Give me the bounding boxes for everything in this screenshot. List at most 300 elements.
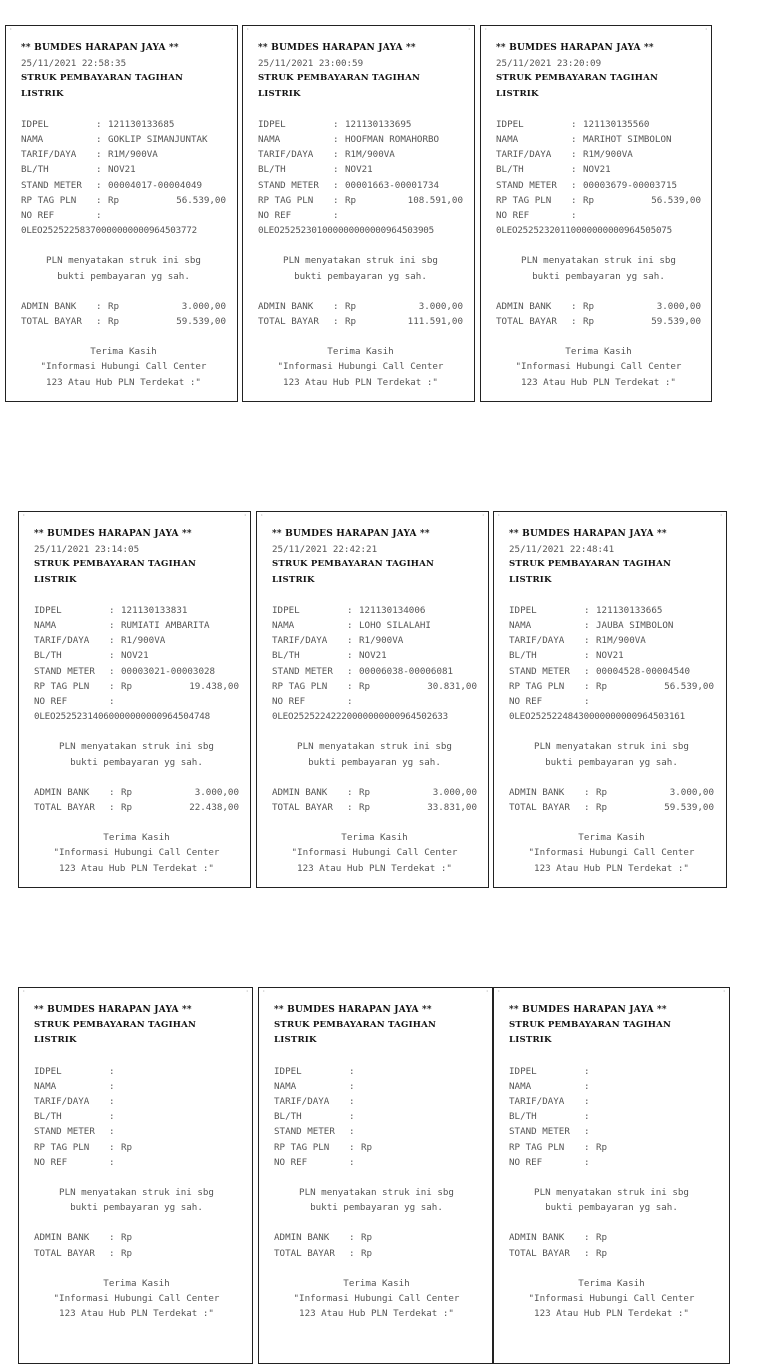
receipt-datetime: 25/11/2021 23:14:05	[34, 544, 140, 556]
corner-mark: ·	[719, 512, 723, 519]
receipt-header: ** BUMDES HARAPAN JAYA **	[21, 43, 179, 53]
receipt-title: STRUK PEMBAYARAN TAGIHAN LISTRIK	[258, 73, 421, 99]
idpel-label: IDPEL	[274, 1065, 302, 1077]
idpel-value: 121130133685	[108, 118, 175, 130]
stand-value: 00001663-00001734	[345, 179, 440, 191]
blth-label: BL/TH	[274, 1111, 302, 1123]
info-line1: "Informasi Hubungi Call Center	[291, 847, 458, 859]
total-value: 59.539,00	[176, 316, 226, 328]
idpel-value: 121130135560	[583, 118, 650, 130]
idpel-label: IDPEL	[34, 604, 62, 616]
corner-mark: ·	[704, 26, 708, 33]
total-label: TOTAL BAYAR	[34, 802, 95, 814]
currency: Rp	[583, 316, 595, 328]
ref-number: 0LEO25252320110000000000964505075	[496, 225, 672, 237]
ref-number: 0LEO25252248430000000000964503161	[509, 711, 685, 723]
stand-row	[34, 1124, 239, 1139]
noref-row	[34, 1155, 239, 1170]
noref-row	[496, 208, 701, 223]
tarif-value: R1/900VA	[359, 635, 404, 647]
colon: :	[109, 604, 115, 616]
rptag-value: 56.539,00	[664, 680, 714, 692]
currency: Rp	[596, 1141, 608, 1153]
colon: :	[96, 300, 102, 312]
colon: :	[96, 164, 102, 176]
corner-mark: ·	[497, 512, 501, 519]
colon: :	[349, 1065, 355, 1077]
corner-mark: ·	[243, 512, 247, 519]
tarif-value: R1M/900VA	[108, 149, 158, 161]
ref-number: 0LEO25252242220000000000964502633	[272, 711, 448, 723]
total-label: TOTAL BAYAR	[34, 1247, 95, 1259]
blth-label: BL/TH	[34, 650, 62, 662]
pln-statement-line2: bukti pembayaran yg sah.	[545, 1202, 678, 1214]
blth-value: NOV21	[345, 164, 373, 176]
colon: :	[571, 316, 577, 328]
corner-mark: ·	[485, 988, 489, 995]
blth-row	[274, 1109, 479, 1124]
nama-label: NAMA	[496, 134, 519, 146]
receipt-title: STRUK PEMBAYARAN TAGIHAN LISTRIK	[509, 559, 672, 585]
currency: Rp	[596, 786, 608, 798]
corner-mark: ·	[484, 26, 488, 33]
total-row	[274, 1246, 479, 1261]
colon: :	[96, 210, 102, 222]
currency: Rp	[108, 300, 120, 312]
rptag-label: RP TAG PLN	[509, 680, 565, 692]
colon: :	[584, 1111, 590, 1123]
blth-row	[496, 162, 701, 177]
stand-label: STAND METER	[496, 179, 557, 191]
pln-statement-line2: bukti pembayaran yg sah.	[308, 756, 441, 768]
nama-value: RUMIATI AMBARITA	[121, 620, 210, 632]
info-line2: 123 Atau Hub PLN Terdekat :"	[299, 1308, 454, 1320]
receipt-body	[274, 1003, 479, 1321]
admin-row	[272, 785, 477, 800]
pln-statement-line1: PLN menyatakan struk ini sbg	[59, 741, 214, 753]
tarif-label: TARIF/DAYA	[509, 635, 565, 647]
currency: Rp	[121, 1232, 133, 1244]
total-value: 59.539,00	[664, 802, 714, 814]
rptag-label: RP TAG PLN	[272, 680, 328, 692]
corner-mark: ·	[481, 512, 485, 519]
rptag-value	[157, 1140, 239, 1155]
receipt-header: ** BUMDES HARAPAN JAYA **	[272, 529, 430, 539]
blth-value: NOV21	[121, 650, 149, 662]
noref-label: NO REF	[21, 210, 55, 222]
colon: :	[584, 650, 590, 662]
colon: :	[347, 680, 353, 692]
colon: :	[349, 1232, 355, 1244]
idpel-row	[21, 117, 226, 132]
noref-label: NO REF	[272, 696, 306, 708]
colon: :	[584, 1065, 590, 1077]
total-label: TOTAL BAYAR	[496, 316, 557, 328]
colon: :	[96, 134, 102, 146]
nama-label: NAMA	[34, 620, 57, 632]
receipt-title: STRUK PEMBAYARAN TAGIHAN LISTRIK	[509, 1020, 672, 1046]
corner-mark: ·	[722, 988, 726, 995]
currency: Rp	[108, 316, 120, 328]
stand-value: 00003679-00003715	[583, 179, 678, 191]
corner-mark: ·	[246, 26, 250, 33]
noref-label: NO REF	[34, 1156, 68, 1168]
info-line2: 123 Atau Hub PLN Terdekat :"	[521, 376, 676, 388]
colon: :	[109, 1141, 115, 1153]
colon: :	[333, 210, 339, 222]
admin-label: ADMIN BANK	[258, 300, 314, 312]
colon: :	[333, 300, 339, 312]
blth-value: NOV21	[596, 650, 624, 662]
stand-row	[509, 1124, 714, 1139]
ref-number: 0LEO25252301000000000000964503905	[258, 225, 434, 237]
thanks-text: Terima Kasih	[103, 832, 170, 844]
rptag-value: 108.591,00	[407, 194, 463, 206]
pln-statement-line2: bukti pembayaran yg sah.	[70, 756, 203, 768]
stand-row	[274, 1124, 479, 1139]
admin-label: ADMIN BANK	[34, 1232, 90, 1244]
pln-statement-line1: PLN menyatakan struk ini sbg	[283, 255, 438, 267]
payment-receipt	[493, 511, 727, 888]
colon: :	[584, 1080, 590, 1092]
nama-label: NAMA	[34, 1080, 57, 1092]
nama-value: GOKLIP SIMANJUNTAK	[108, 134, 208, 146]
colon: :	[584, 604, 590, 616]
pln-statement-line1: PLN menyatakan struk ini sbg	[59, 1187, 214, 1199]
noref-row	[21, 208, 226, 223]
payment-receipt	[242, 25, 475, 402]
receipt-header: ** BUMDES HARAPAN JAYA **	[34, 529, 192, 539]
total-label: TOTAL BAYAR	[258, 316, 319, 328]
total-value: 111.591,00	[407, 316, 463, 328]
colon: :	[349, 1156, 355, 1168]
pln-statement-line2: bukti pembayaran yg sah.	[310, 1202, 443, 1214]
colon: :	[349, 1126, 355, 1138]
idpel-value: 121130133831	[121, 604, 188, 616]
total-label: TOTAL BAYAR	[274, 1247, 335, 1259]
tarif-label: TARIF/DAYA	[21, 149, 77, 161]
receipt-header: ** BUMDES HARAPAN JAYA **	[274, 1005, 432, 1015]
colon: :	[109, 635, 115, 647]
admin-row	[274, 1230, 479, 1245]
corner-mark: ·	[467, 26, 471, 33]
colon: :	[584, 696, 590, 708]
thanks-text: Terima Kasih	[343, 1277, 410, 1289]
admin-label: ADMIN BANK	[509, 1232, 565, 1244]
total-value	[157, 1246, 239, 1261]
tarif-row	[272, 633, 477, 648]
colon: :	[349, 1080, 355, 1092]
blth-value: NOV21	[359, 650, 387, 662]
rptag-row	[509, 679, 714, 694]
receipt-datetime: 25/11/2021 23:20:09	[496, 58, 602, 70]
pln-statement-line2: bukti pembayaran yg sah.	[532, 270, 665, 282]
rptag-row	[258, 193, 463, 208]
receipt-body	[34, 527, 239, 876]
colon: :	[333, 164, 339, 176]
idpel-label: IDPEL	[509, 1065, 537, 1077]
admin-label: ADMIN BANK	[509, 786, 565, 798]
total-value: 22.438,00	[189, 802, 239, 814]
payment-receipt	[5, 25, 238, 402]
noref-label: NO REF	[496, 210, 530, 222]
stand-row	[34, 664, 239, 679]
receipt-datetime: 25/11/2021 22:48:41	[509, 544, 615, 556]
colon: :	[584, 786, 590, 798]
receipt-body	[509, 527, 714, 876]
pln-statement-line2: bukti pembayaran yg sah.	[545, 756, 678, 768]
receipt-datetime: 25/11/2021 22:42:21	[272, 544, 378, 556]
colon: :	[109, 1080, 115, 1092]
tarif-row	[34, 633, 239, 648]
pln-statement-line2: bukti pembayaran yg sah.	[57, 270, 190, 282]
total-row	[509, 1246, 714, 1261]
blth-label: BL/TH	[509, 1111, 537, 1123]
noref-row	[509, 1155, 714, 1170]
stand-row	[509, 664, 714, 679]
blth-row	[509, 1109, 714, 1124]
colon: :	[109, 786, 115, 798]
rptag-value	[632, 1140, 714, 1155]
blth-label: BL/TH	[258, 164, 286, 176]
colon: :	[584, 1096, 590, 1108]
currency: Rp	[121, 786, 133, 798]
blth-label: BL/TH	[272, 650, 300, 662]
colon: :	[584, 680, 590, 692]
info-line1: "Informasi Hubungi Call Center	[53, 1293, 220, 1305]
rptag-label: RP TAG PLN	[509, 1141, 565, 1153]
admin-row	[34, 785, 239, 800]
rptag-label: RP TAG PLN	[496, 194, 552, 206]
receipt-title: STRUK PEMBAYARAN TAGIHAN LISTRIK	[272, 559, 435, 585]
receipt-body	[258, 41, 463, 390]
info-line2: 123 Atau Hub PLN Terdekat :"	[534, 1308, 689, 1320]
thanks-text: Terima Kasih	[103, 1277, 170, 1289]
colon: :	[109, 802, 115, 814]
colon: :	[96, 194, 102, 206]
idpel-label: IDPEL	[21, 118, 49, 130]
nama-label: NAMA	[21, 134, 44, 146]
idpel-row	[496, 117, 701, 132]
payment-receipt	[256, 511, 489, 888]
currency: Rp	[359, 802, 371, 814]
admin-label: ADMIN BANK	[21, 300, 77, 312]
tarif-label: TARIF/DAYA	[34, 1096, 90, 1108]
nama-row	[496, 132, 701, 147]
payment-receipt	[18, 987, 253, 1364]
tarif-row	[509, 633, 714, 648]
admin-label: ADMIN BANK	[274, 1232, 330, 1244]
blth-label: BL/TH	[496, 164, 524, 176]
noref-row	[509, 694, 714, 709]
noref-row	[34, 694, 239, 709]
nama-value: LOHO SILALAHI	[359, 620, 431, 632]
ref-number: 0LEO25252258370000000000964503772	[21, 225, 197, 237]
noref-label: NO REF	[274, 1156, 308, 1168]
currency: Rp	[359, 786, 371, 798]
tarif-value: R1/900VA	[121, 635, 166, 647]
rptag-label: RP TAG PLN	[34, 1141, 90, 1153]
stand-label: STAND METER	[272, 665, 333, 677]
colon: :	[109, 1232, 115, 1244]
noref-label: NO REF	[509, 696, 543, 708]
stand-label: STAND METER	[34, 1126, 95, 1138]
colon: :	[347, 604, 353, 616]
receipt-header: ** BUMDES HARAPAN JAYA **	[509, 529, 667, 539]
blth-row	[21, 162, 226, 177]
colon: :	[109, 1247, 115, 1259]
tarif-value: R1M/900VA	[345, 149, 395, 161]
nama-value: HOOFMAN ROMAHORBO	[345, 134, 440, 146]
currency: Rp	[345, 316, 357, 328]
total-row	[509, 800, 714, 815]
stand-row	[272, 664, 477, 679]
rptag-row	[496, 193, 701, 208]
colon: :	[347, 786, 353, 798]
pln-statement-line1: PLN menyatakan struk ini sbg	[297, 741, 452, 753]
total-value	[632, 1246, 714, 1261]
stand-label: STAND METER	[21, 179, 82, 191]
admin-value	[632, 1230, 714, 1245]
thanks-text: Terima Kasih	[578, 832, 645, 844]
currency: Rp	[345, 194, 357, 206]
info-line2: 123 Atau Hub PLN Terdekat :"	[297, 862, 452, 874]
currency: Rp	[121, 802, 133, 814]
payment-receipt	[480, 25, 712, 402]
admin-value	[157, 1230, 239, 1245]
corner-mark: ·	[245, 988, 249, 995]
receipt-title: STRUK PEMBAYARAN TAGIHAN LISTRIK	[34, 559, 197, 585]
admin-row	[496, 299, 701, 314]
tarif-row	[34, 1094, 239, 1109]
rptag-value: 56.539,00	[176, 194, 226, 206]
pln-statement-line2: bukti pembayaran yg sah.	[294, 270, 427, 282]
receipt-title: STRUK PEMBAYARAN TAGIHAN LISTRIK	[21, 73, 184, 99]
corner-mark: ·	[262, 988, 266, 995]
tarif-label: TARIF/DAYA	[272, 635, 328, 647]
idpel-row	[258, 117, 463, 132]
tarif-row	[509, 1094, 714, 1109]
idpel-row	[509, 1064, 714, 1079]
idpel-row	[509, 603, 714, 618]
rptag-row	[509, 1140, 714, 1155]
nama-value: JAUBA SIMBOLON	[596, 620, 674, 632]
nama-row	[21, 132, 226, 147]
colon: :	[584, 1126, 590, 1138]
ref-number: 0LEO25252314060000000000964504748	[34, 711, 210, 723]
corner-mark: ·	[497, 988, 501, 995]
total-row	[21, 314, 226, 329]
total-row	[34, 800, 239, 815]
rptag-label: RP TAG PLN	[258, 194, 314, 206]
tarif-label: TARIF/DAYA	[274, 1096, 330, 1108]
payment-receipt	[18, 511, 251, 888]
rptag-value: 56.539,00	[651, 194, 701, 206]
tarif-value: R1M/900VA	[583, 149, 633, 161]
rptag-value	[397, 1140, 479, 1155]
total-value	[397, 1246, 479, 1261]
admin-label: ADMIN BANK	[272, 786, 328, 798]
colon: :	[584, 802, 590, 814]
nama-row	[509, 618, 714, 633]
colon: :	[109, 1065, 115, 1077]
stand-label: STAND METER	[274, 1126, 335, 1138]
corner-mark: ·	[9, 26, 13, 33]
rptag-row	[34, 1140, 239, 1155]
receipt-datetime: 25/11/2021 23:00:59	[258, 58, 364, 70]
thanks-text: Terima Kasih	[341, 832, 408, 844]
colon: :	[584, 1247, 590, 1259]
tarif-row	[258, 147, 463, 162]
colon: :	[584, 635, 590, 647]
colon: :	[333, 118, 339, 130]
currency: Rp	[121, 1247, 133, 1259]
blth-row	[34, 1109, 239, 1124]
nama-row	[274, 1079, 479, 1094]
nama-label: NAMA	[509, 1080, 532, 1092]
colon: :	[584, 665, 590, 677]
colon: :	[347, 635, 353, 647]
total-value: 59.539,00	[651, 316, 701, 328]
colon: :	[333, 194, 339, 206]
rptag-label: RP TAG PLN	[34, 680, 90, 692]
nama-row	[34, 1079, 239, 1094]
idpel-row	[34, 603, 239, 618]
idpel-row	[272, 603, 477, 618]
currency: Rp	[359, 680, 371, 692]
stand-row	[21, 178, 226, 193]
colon: :	[347, 802, 353, 814]
colon: :	[333, 179, 339, 191]
colon: :	[109, 1126, 115, 1138]
payment-receipt	[258, 987, 493, 1364]
idpel-label: IDPEL	[272, 604, 300, 616]
corner-mark: ·	[22, 988, 26, 995]
nama-label: NAMA	[509, 620, 532, 632]
admin-row	[258, 299, 463, 314]
payment-receipt	[493, 987, 730, 1364]
colon: :	[109, 1111, 115, 1123]
admin-label: ADMIN BANK	[496, 300, 552, 312]
stand-value: 00006038-00006081	[359, 665, 454, 677]
nama-value: MARIHOT SIMBOLON	[583, 134, 672, 146]
admin-value: 3.000,00	[181, 300, 226, 312]
rptag-label: RP TAG PLN	[274, 1141, 330, 1153]
receipt-body	[21, 41, 226, 390]
thanks-text: Terima Kasih	[327, 346, 394, 358]
colon: :	[347, 620, 353, 632]
colon: :	[347, 665, 353, 677]
pln-statement-line1: PLN menyatakan struk ini sbg	[299, 1187, 454, 1199]
receipt-header: ** BUMDES HARAPAN JAYA **	[496, 43, 654, 53]
colon: :	[571, 149, 577, 161]
currency: Rp	[361, 1232, 373, 1244]
info-line1: "Informasi Hubungi Call Center	[515, 361, 682, 373]
blth-label: BL/TH	[21, 164, 49, 176]
tarif-row	[274, 1094, 479, 1109]
nama-label: NAMA	[258, 134, 281, 146]
receipt-body	[496, 41, 701, 390]
currency: Rp	[361, 1247, 373, 1259]
colon: :	[571, 164, 577, 176]
corner-mark: ·	[22, 512, 26, 519]
tarif-label: TARIF/DAYA	[34, 635, 90, 647]
blth-value: NOV21	[583, 164, 611, 176]
stand-row	[258, 178, 463, 193]
total-value: 33.831,00	[427, 802, 477, 814]
nama-label: NAMA	[272, 620, 295, 632]
total-label: TOTAL BAYAR	[509, 802, 570, 814]
